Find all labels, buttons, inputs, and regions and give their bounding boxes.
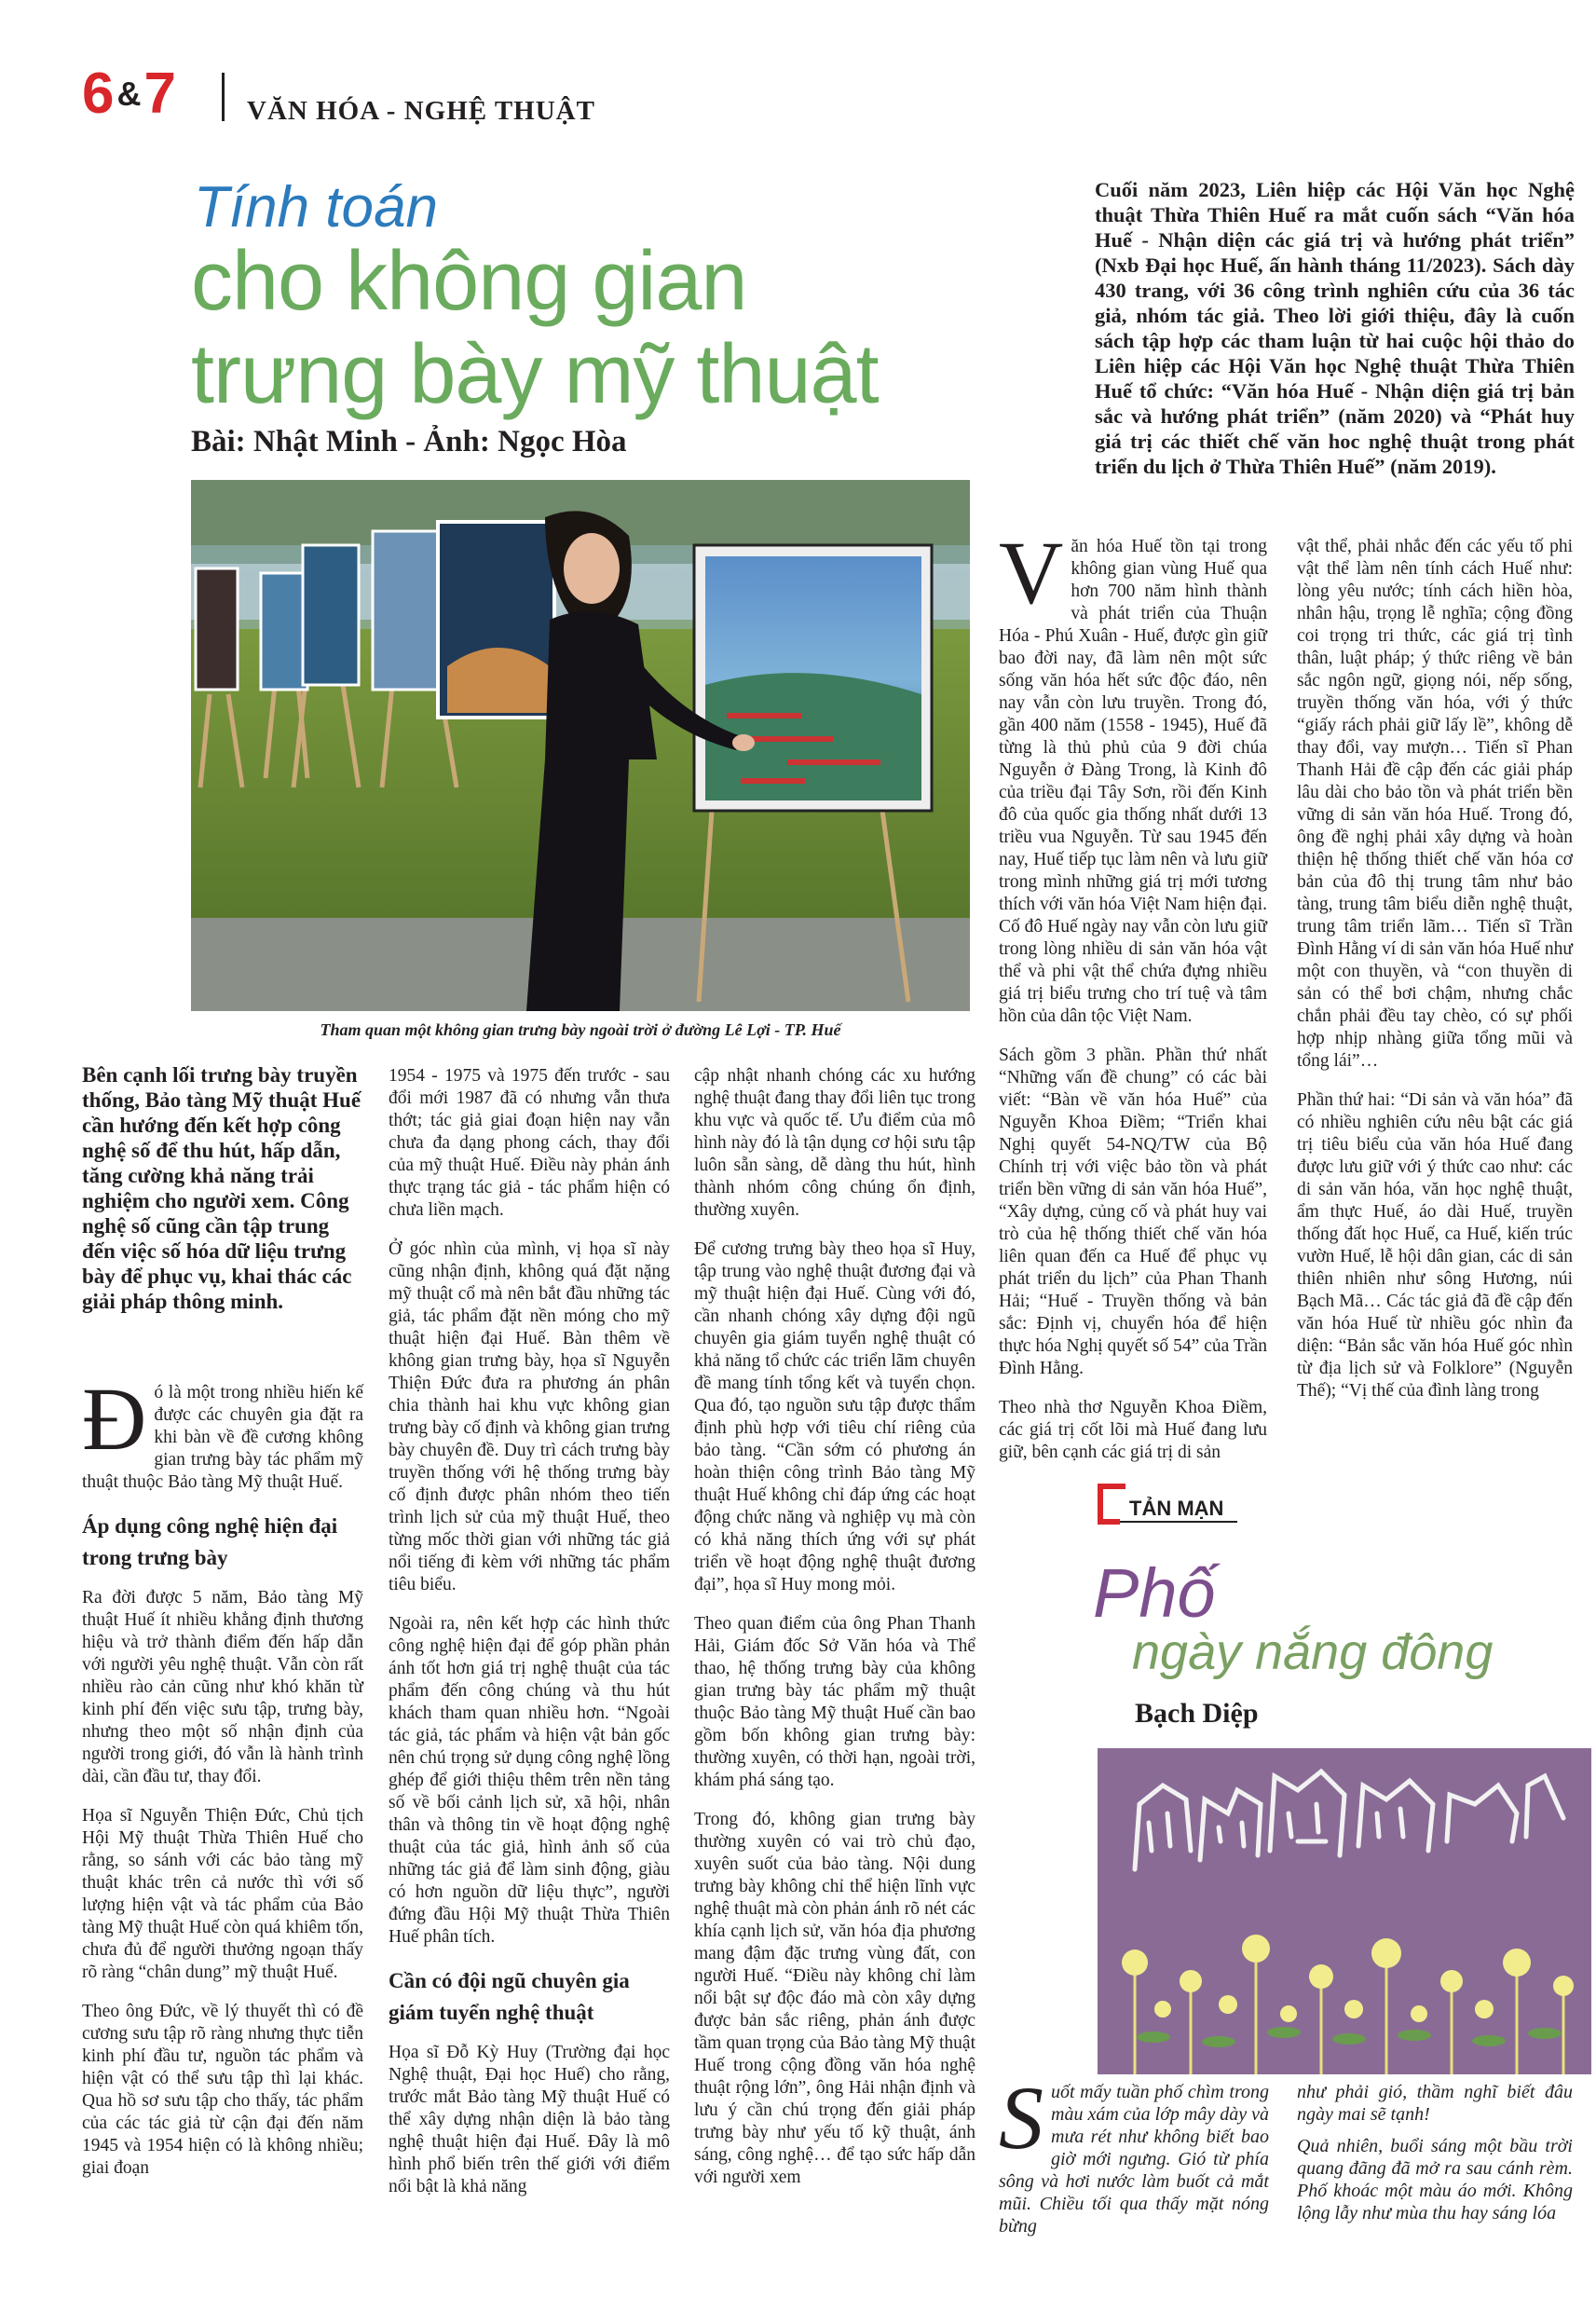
article-column-1 <box>82 1369 363 2196</box>
paragraph: Phần thứ hai: “Di sản và văn hóa” đã có nhiều nghiên cứu nêu bật các giá trị tiêu biểu của văn hóa Huế đang được lưu giữ với ý thức cao như: các di sản văn hóa, văn học nghệ thuật, ẩm thực Huế, áo dài Huế, truyền thống đất học Huế, ca Huế, kiến trúc vườn Huế, lễ hội dân gian, các di sản thiên nhiên như sông Hương, núi Bạch Mã… Các tác giả đã đề cập đến văn hóa Huế từ nhiều góc nhìn đa diện: “Bản sắc văn hóa Huế góc nhìn từ địa lịch sử và Folklore” (Nguyễn Thế); “Vị thế của đình làng trong <box>1297 1090 1573 1401</box>
paragraph: cập nhật nhanh chóng các xu hướng nghệ thuật đang thay đổi liên tục trong khu vực và quốc tế. Ưu điểm của mô hình này đó là tận dụng cơ hội sưu tập luôn sẵn sàng, dễ dàng thu hút, hình thành nhóm công chúng ổn định, thường xuyên. <box>694 1066 975 1220</box>
book-sapo: Cuối năm 2023, Liên hiệp các Hội Văn học Nghệ thuật Thừa Thiên Huế ra mắt cuốn sách “Văn hóa Huế - Nhận diện các giá trị và hướng phát triển” (Nxb Đại học Huế, ấn hành tháng 11/2023). Sách dày 430 trang, với 36 công trình nghiên cứu của 36 tác giả, nhóm tác giả. Theo lời giới thiệu, đây là cuốn sách tập hợp các tham luận từ hai cuộc hội thảo do Liên hiệp các Hội Văn học Nghệ thuật Thừa Thiên Huế tổ chức: “Văn hóa Huế - Nhận diện giá trị bản sắc và hướng phát triển” (năm 2020) và “Phát huy giá trị các thiết chế văn hoc nghệ thuật trong phát triển du lịch ở Thừa Thiên Huế” (năm 2019). <box>1095 178 1575 478</box>
paragraph: Văn hóa Huế tồn tại trong không gian vùng Huế qua hơn 700 năm hình thành và phát triển của Thuận Hóa - Phú Xuân - Huế, được gìn giữ bao đời nay, đã làm nên một sức sống văn hóa hết sức độc đáo, nên nay vẫn còn lưu truyền. Trong đó, gần 400 năm (1558 - 1945), Huế đã từng là thủ phủ của 9 đời chúa Nguyễn ở Đàng Trong, là Kinh đô của triều đại Tây Sơn, rồi đến Kinh đô của quốc gia thống nhất dưới 13 triều vua Nguyễn. Từ sau 1945 đến nay, Huế tiếp tục làm nên và lưu giữ trong mình những giá trị mới tương thích với văn hóa Việt Nam hiện đại. Cố đô Huế ngày nay vẫn còn lưu giữ trong lòng nhiều di sản văn hóa vật thể và phi vật thể chứa đựng nhiều giá trị biểu trưng cho trí tuệ và tâm hồn của dân tộc Việt Nam. <box>999 523 1267 1026</box>
byline: Bài: Nhật Minh - Ảnh: Ngọc Hòa <box>191 425 627 458</box>
paragraph: Ngoài ra, nên kết hợp các hình thức công nghệ hiện đại để góp phần phản ánh tốt hơn giá trị nghệ thuật của tác phẩm đến công chúng và thu hút khách tham quan nhiều hơn. “Ngoài tác giả, tác phẩm và hiện vật bản gốc nên chú trọng sử dụng công nghệ lồng ghép để giới thiệu thêm trên nền tảng số về bối cảnh lịch sử, xã hội, nhân thân và thông tin về hoạt động nghệ thuật của tác giả, hình ảnh số của những tác giả để làm sinh động, giàu có hơn nguồn dữ liệu thực”, người đứng đầu Hội Mỹ thuật Thừa Thiên Huế phân tích. <box>389 1614 670 1947</box>
essay-author: Bạch Diệp <box>1135 1698 1259 1729</box>
paragraph: Trong đó, không gian trưng bày thường xuyên có vai trò chủ đạo, xuyên suốt của bảo tàng. Nội dung trưng bày không chỉ thể hiện lĩnh vực nghệ thuật mà còn phản ánh rõ nét các khía cạnh lịch sử, văn hóa địa phương mang đậm đặc trưng vùng đất, con người Huế. “Điều này không chỉ làm nổi bật sự độc đáo mà còn xây dựng được bản sắc riêng, phản ánh được tầm quan trọng của Bảo tàng Mỹ thuật Huế trong cộng đồng văn hóa nghệ thuật rộng lớn”, ông Hải nhận định và lưu ý cần chú trọng đến giải pháp trưng bày như yếu tố kỹ thuật, ánh sáng, công nghệ… để tạo sức hấp dẫn với người xem <box>694 1810 975 2187</box>
paragraph: Ở góc nhìn của mình, vị họa sĩ này cũng nhận định, không quá đặt nặng mỹ thuật cổ mà nên bắt đầu những tác giả, tác phẩm đặt nền móng cho mỹ thuật hiện đại Huế. Bàn thêm về không gian trưng bày, họa sĩ Nguyễn Thiện Đức đưa ra phương án phân chia thành hai khu vực không gian trưng bày cố định và không gian trưng bày chuyên đề. Duy trì cách trưng bày truyền thống với hệ thống trưng bày cố định được phân nhóm theo tiến trình lịch sử của mỹ thuật Huế, theo từng mốc thời gian với những tác giả nổi tiếng đi kèm với những tác phẩm tiêu biểu. <box>389 1239 670 1594</box>
subheading: Cần có đội ngũ chuyên gia giám tuyển nghệ thuật <box>389 1969 630 2024</box>
paragraph: Ra đời được 5 năm, Bảo tàng Mỹ thuật Huế ít nhiều khẳng định thương hiệu và trở thành điểm đến hấp dẫn với người yêu nghệ thuật. Vẫn còn rất nhiều rào cản cũng như khó khăn từ kinh phí đến việc sưu tập, trưng bày, nhưng theo một số nhận định của người trong giới, đó vẫn là hành trình dài, cần đầu tư, thay đổi. <box>82 1588 363 1786</box>
paragraph: Theo nhà thơ Nguyễn Khoa Điềm, các giá trị cốt lõi mà Huế đang lưu giữ, bên cạnh các giá trị di sản <box>999 1398 1267 1462</box>
paragraph: Sách gồm 3 phần. Phần thứ nhất “Những vấn đề chung” có các bài viết: “Bàn về văn hóa Huế” của Nguyễn Khoa Điềm; “Triển khai Nghị quyết 54-NQ/TW của Bộ Chính trị với việc bảo tồn và phát triển bền vững di sản văn hóa Huế”, “Xây dựng, củng cố và phát huy vai trò của hệ thống thiết chế văn hóa liên quan đến ca Huế để phục vụ phát triển du lịch” của Phan Thanh Hải; “Huế - Truyền thống và bản sắc: Định vị, chuyển hóa để hiện thực hóa Nghị quyết số 54” của Trần Đình Hằng. <box>999 1046 1267 1378</box>
paragraph: Suốt mấy tuần phố chìm trong màu xám của lớp mây dày và mưa rét như không biết bao giờ mới ngưng. Gió từ phía sông và hơi nước làm buốt cả mắt mũi. Chiều tối qua thấy mặt nóng bừng <box>999 2068 1269 2237</box>
section-label: VĂN HÓA - NGHỆ THUẬT <box>247 96 595 126</box>
exhibition-photo <box>191 480 970 1011</box>
article-column-2 <box>389 1065 670 2215</box>
article-title <box>191 235 879 421</box>
article-column-3 <box>694 1065 975 2206</box>
paragraph: Theo quan điểm của ông Phan Thanh Hải, Giám đốc Sở Văn hóa và Thể thao, hệ thống trưng bày của không gian trưng bày tác phẩm mỹ thuật thuộc Bảo tàng Mỹ thuật Huế cần bao gồm bốn không gian trưng bày: thường xuyên, có thời hạn, ngoài trời, khám phá sáng tạo. <box>694 1614 975 1790</box>
photo-caption: Tham quan một không gian trưng bày ngoài trời ở đường Lê Lợi - TP. Huế <box>320 1020 841 1039</box>
paragraph: Quả nhiên, buổi sáng một bầu trời quang đãng đã mở ra sau cánh rèm. Phố khoác một màu áo mới. Không lộng lẫy như mùa thu hay sáng lóa <box>1297 2136 1573 2223</box>
paragraph: như phải gió, thầm nghĩ biết đâu ngày mai sẽ tạnh! <box>1297 2082 1573 2125</box>
article-lead: Bên cạnh lối trưng bày truyền thống, Bảo tàng Mỹ thuật Huế cần hướng đến kết hợp công nghệ số để thu hút, hấp dẫn, tăng cường khả năng trải nghiệm cho người xem. Công nghệ số cũng cần tập trung đến việc số hóa dữ liệu trưng bày để phục vụ, khai thác các giải pháp thông minh. <box>82 1063 361 1313</box>
paragraph: 1954 - 1975 và 1975 đến trước - sau đổi mới 1987 đã có nhưng vẫn thưa thớt; tác giả giai đoạn hiện nay vẫn chưa đa dạng phong cách, thay đổi của mỹ thuật Huế. Điều này phản ánh thực trạng tác giả - tác phẩm hiện có chưa liền mạch. <box>389 1066 670 1220</box>
book-column-1 <box>999 523 1267 1481</box>
paragraph: Họa sĩ Nguyễn Thiện Đức, Chủ tịch Hội Mỹ thuật Thừa Thiên Huế cho rằng, so sánh với các bảo tàng mỹ thuật khác trên cả nước thì với số lượng hiện vật và tác phẩm của Bảo tàng Mỹ thuật Huế còn quá khiêm tốn, chưa đủ để người thưởng ngoạn thấy rõ ràng “chân dung” mỹ thuật Huế. <box>82 1806 363 1982</box>
paragraph: Theo ông Đức, về lý thuyết thì có đề cương sưu tập rõ ràng nhưng thực tiễn kinh phí đầu tư, nguồn tác phẩm và hiện vật có thể sưu tập thì lại khác. Qua hồ sơ sưu tập cho thấy, tác phẩm của các tác giả từ cận đại đến năm 1945 và 1954 hiện có là không nhiều; giai đoạn <box>82 2002 363 2178</box>
paragraph: Để cương trưng bày theo họa sĩ Huy, tập trung vào nghệ thuật đương đại và mỹ thuật hiện đại Huế. Cùng với đó, cần nhanh chóng xây dựng đội ngũ chuyên gia giám tuyển nghệ thuật có khả năng tổ chức các triển lãm chuyên đề mang tính tổng kết và tuyển chọn. Qua đó, tạo nguồn sưu tập được thẩm định phù hợp với tiêu chí riêng của bảo tàng. “Cần sớm có phương án hoàn thiện công trình Bảo tàng Mỹ thuật Huế không chỉ đáp ứng các hoạt động chức năng và nghiệp vụ mà còn có khả năng thích ứng với sự phát triển về hoạt động nghệ thuật đương đại”, họa sĩ Huy mong mỏi. <box>694 1239 975 1594</box>
title-line-2: trưng bày mỹ thuật <box>191 328 879 421</box>
subheading: Áp dụng công nghệ hiện đại trong trưng bày <box>82 1514 338 1569</box>
article-kicker: Tính toán <box>194 175 438 239</box>
essay-illustration <box>1098 1748 1591 2074</box>
essay-subtitle: ngày nắng đông <box>1132 1624 1494 1680</box>
essay-column-1 <box>999 2068 1269 2237</box>
essay-title: Phố <box>1093 1554 1216 1632</box>
paragraph: Đó là một trong nhiều hiến kế được các chuyên gia đặt ra khi bàn về đề cương không gian trưng bày tác phẩm mỹ thuật thuộc Bảo tàng Mỹ thuật Huế. <box>82 1369 363 1492</box>
paragraph: Họa sĩ Đỗ Kỳ Huy (Trường đại học Nghệ thuật, Đại học Huế) cho rằng, trước mắt Bảo tàng Mỹ thuật Huế có thể xây dựng nhận diện là bảo tàng nghệ thuật hiện đại Huế. Đây là mô hình phổ biến trên thế giới với điểm nổi bật là khả năng <box>389 2043 670 2196</box>
header-divider <box>222 73 225 121</box>
page-number: 6 &7 <box>82 62 175 126</box>
tan-man-tag: TẢN MẠN <box>1129 1497 1224 1520</box>
essay-column-2 <box>1297 2081 1573 2224</box>
title-line-1: cho không gian <box>191 235 747 328</box>
book-column-2 <box>1297 536 1573 1419</box>
paragraph: vật thể, phải nhắc đến các yếu tố phi vật thể làm nên tính cách Huế như: lòng yêu nước; tính cách hiền hòa, nhân hậu, trọng lễ nghĩa; cộng đồng coi trọng tri thức, các giá trị tình thân, luật pháp; ý thức riêng về bản sắc ngôn ngữ, giọng nói, nếp sống, truyền thống văn hóa, với ý thức “giấy rách phải giữ lấy lề”, không dễ thay đổi, vay mượn… Tiến sĩ Phan Thanh Hải đề cập đến các giải pháp lâu dài cho bảo tồn và phát triển bền vững di sản văn hóa Huế. Trong đó, ông đề nghị phải xây dựng và hoàn thiện hệ thống thiết chế văn hóa cơ bản của đô thị trung tâm như bảo tàng, trung tâm biểu diễn nghệ thuật, trung tâm triển lãm… Tiến sĩ Trần Đình Hằng ví di sản văn hóa Huế như một con thuyền, và “con thuyền di sản có thể bơi chậm, nhưng chắc chắn phải đều tay chèo, có sự phối hợp nhịp nhàng giữa tổng mũi và tổng lái”… <box>1297 537 1573 1071</box>
